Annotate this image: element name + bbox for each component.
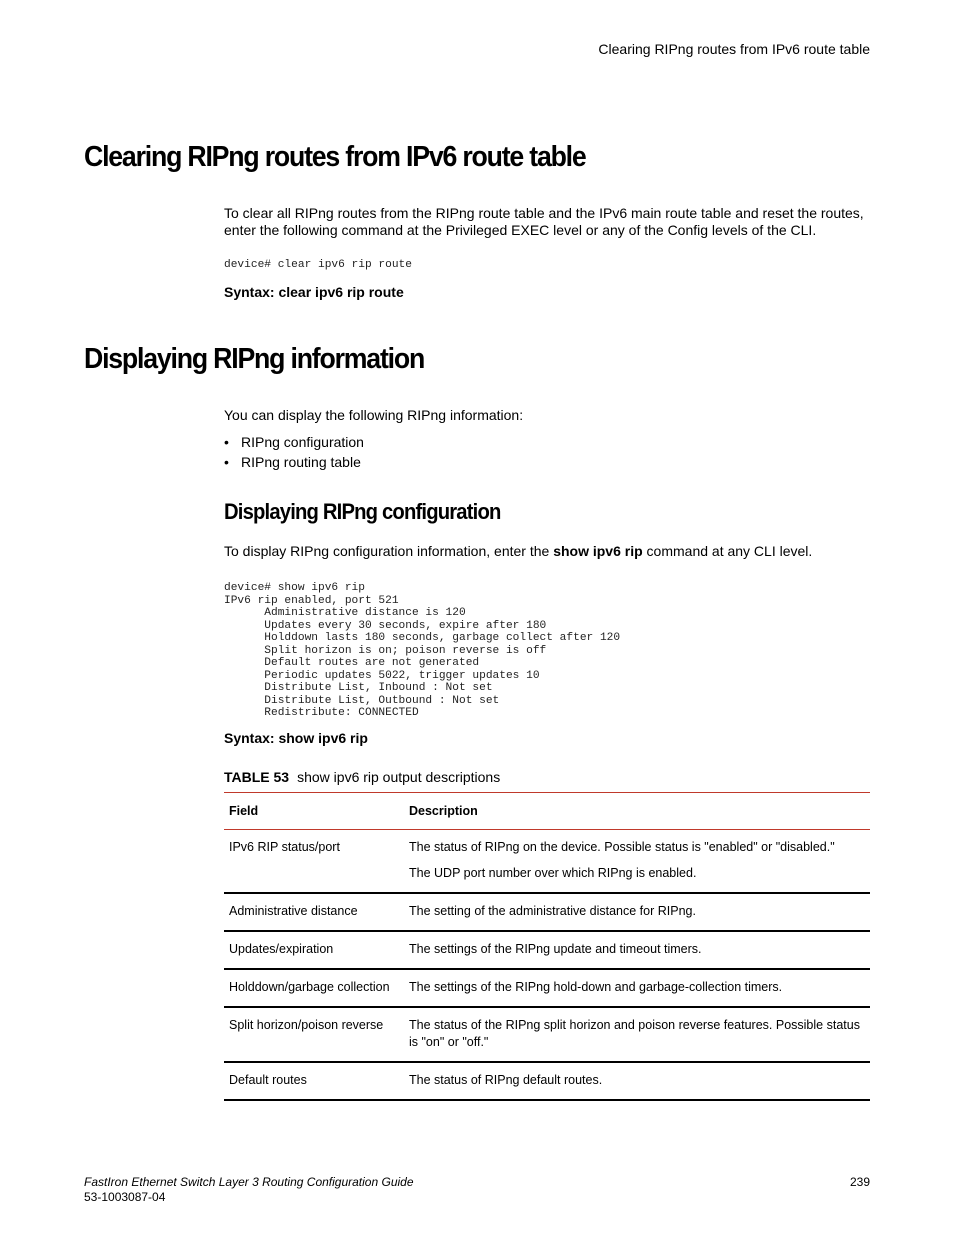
show-syntax: Syntax: show ipv6 rip (224, 730, 368, 746)
field-cell: Administrative distance (224, 893, 404, 931)
list-item: • RIPng configuration (224, 434, 364, 450)
footer-doc-number: 53-1003087-04 (84, 1190, 166, 1204)
description-cell: The status of the RIPng split horizon and poison reverse features. Possible status is "on" or "off." (404, 1007, 870, 1062)
config-paragraph: To display RIPng configuration information, enter the show ipv6 rip command at any CLI level. (224, 543, 813, 559)
page-number: 239 (849, 1175, 870, 1189)
field-cell: Default routes (224, 1062, 404, 1100)
field-cell: Holddown/garbage collection (224, 969, 404, 1007)
description-cell: The settings of the RIPng update and timeout timers. (404, 931, 870, 969)
command-name: show ipv6 rip (553, 543, 643, 559)
description-cell: The setting of the administrative distance for RIPng. (404, 893, 870, 931)
running-header: Clearing RIPng routes from IPv6 route table (598, 41, 870, 57)
footer-left (84, 1175, 414, 1205)
show-rip-output: device# show ipv6 rip IPv6 rip enabled, port 521 Administrative distance is 120 Updates every 30 seconds, expire after 180 Holddown lasts 180 seconds, garbage collect after 120 Split horizon is on; poison reverse is off Default routes are not generated Periodic updates 5022, trigger updates 10 Distribute List, Inbound : Not set Distribute List, Outbound : Not set Redistribute: CONNECTED (224, 582, 621, 719)
header-field: Field (224, 793, 404, 830)
description-cell: The status of RIPng on the device. Possible status is "enabled" or "disabled." The UDP port number over which RIPng is enabled. (404, 830, 870, 894)
clear-command: device# clear ipv6 rip route (224, 259, 412, 271)
description-cell: The status of RIPng default routes. (404, 1062, 870, 1100)
clear-syntax: Syntax: clear ipv6 rip route (224, 284, 404, 300)
output-description-table (224, 792, 870, 1101)
displaying-intro: You can display the following RIPng information: (224, 407, 524, 423)
list-item: • RIPng routing table (224, 453, 361, 470)
clearing-paragraph: To clear all RIPng routes from the RIPng route table and the IPv6 main route table and reset the routes, enter the following command at the Privileged EXEC level or any of the Config levels of the CLI. (224, 205, 864, 238)
field-cell: Updates/expiration (224, 931, 404, 969)
footer-doc-title: FastIron Ethernet Switch Layer 3 Routing Configuration Guide (84, 1175, 414, 1189)
table-row (224, 893, 870, 931)
section-title-clearing: Clearing RIPng routes from IPv6 route table (84, 141, 586, 173)
info-list (224, 433, 364, 472)
field-cell: IPv6 RIP status/port (224, 830, 404, 894)
table-header-row (224, 793, 870, 830)
subsection-title-config: Displaying RIPng configuration (224, 499, 501, 524)
section-title-displaying: Displaying RIPng information (84, 343, 425, 375)
table-row (224, 931, 870, 969)
table-row (224, 830, 870, 894)
table-row (224, 1062, 870, 1100)
table-row (224, 969, 870, 1007)
table-label: TABLE 53 (224, 769, 290, 785)
table-row (224, 1007, 870, 1062)
description-cell: The settings of the RIPng hold-down and garbage-collection timers. (404, 969, 870, 1007)
header-description: Description (404, 793, 870, 830)
table-caption: TABLE 53 show ipv6 rip output descriptions (224, 769, 501, 785)
field-cell: Split horizon/poison reverse (224, 1007, 404, 1062)
